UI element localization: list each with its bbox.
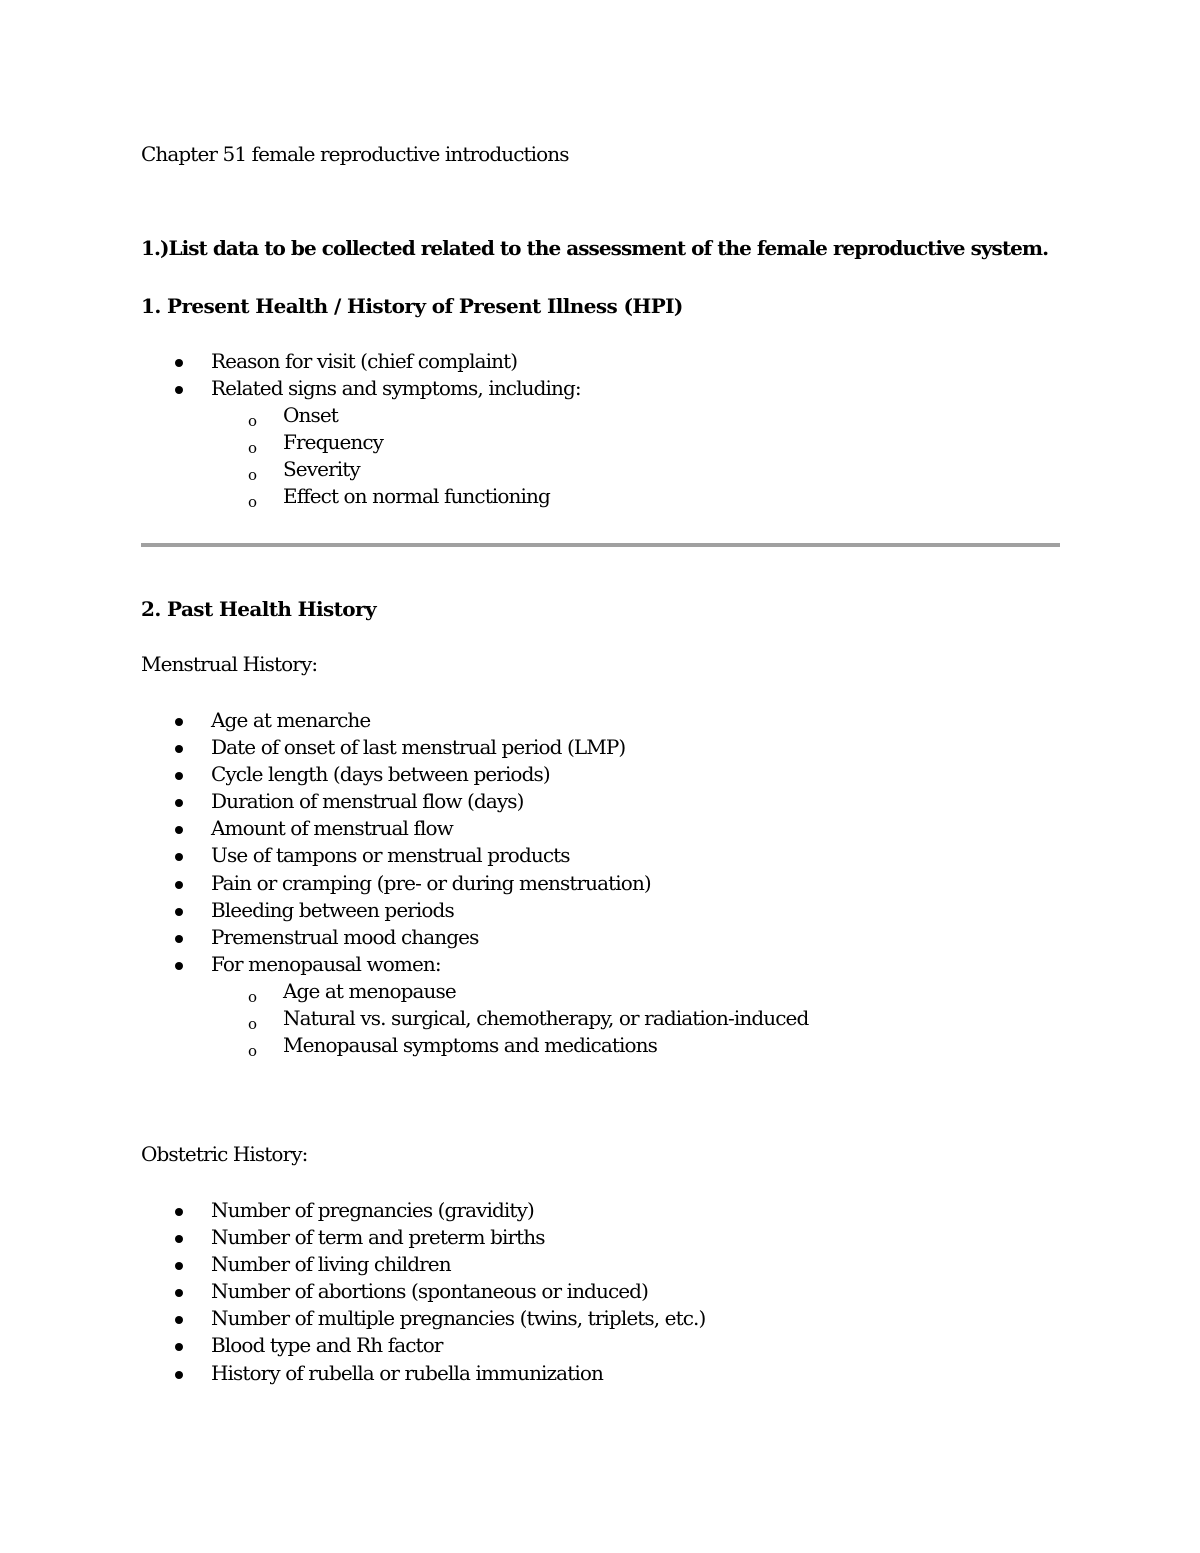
list-item bbox=[141, 707, 651, 734]
bullet-icon bbox=[175, 826, 183, 834]
list-item-text: Number of living children bbox=[211, 1252, 451, 1277]
bullet-icon bbox=[175, 1371, 183, 1379]
list-item-text: Date of onset of last menstrual period (LMP) bbox=[211, 735, 626, 760]
bullet-icon bbox=[175, 1235, 183, 1243]
list-item bbox=[141, 897, 651, 924]
list-item bbox=[141, 761, 651, 788]
list-item-text: Premenstrual mood changes bbox=[211, 924, 479, 949]
bullet-icon bbox=[175, 1316, 183, 1324]
sublist-item bbox=[141, 978, 808, 1005]
list-item bbox=[141, 815, 651, 842]
bullet-icon bbox=[175, 881, 183, 889]
horizontal-divider bbox=[141, 543, 1060, 547]
list-item bbox=[141, 924, 651, 951]
list-item bbox=[141, 1197, 705, 1224]
list-item bbox=[141, 842, 651, 869]
list-item bbox=[141, 375, 581, 402]
list-item bbox=[141, 788, 651, 815]
list-item-text: Reason for visit (chief complaint) bbox=[211, 349, 518, 373]
circle-bullet-icon: o bbox=[248, 1015, 258, 1034]
list-item bbox=[141, 870, 651, 897]
circle-bullet-icon: o bbox=[248, 412, 258, 430]
list-item-text: Number of term and preterm births bbox=[211, 1225, 545, 1250]
sublist-item-text: Menopausal symptoms and medications bbox=[283, 1033, 657, 1058]
circle-bullet-icon: o bbox=[248, 1042, 258, 1061]
document-title: Chapter 51 female reproductive introductions bbox=[141, 142, 569, 166]
list-item-text: History of rubella or rubella immunization bbox=[211, 1360, 603, 1385]
list-item bbox=[141, 1305, 705, 1332]
bullet-icon bbox=[175, 359, 183, 367]
section-heading-present-health: 1. Present Health / History of Present Illness (HPI) bbox=[141, 294, 683, 318]
sublist-item bbox=[141, 1005, 808, 1032]
circle-bullet-icon: o bbox=[248, 493, 258, 512]
menopause-sublist bbox=[141, 978, 808, 1059]
sublist-item bbox=[141, 1032, 808, 1059]
list-item bbox=[141, 1360, 705, 1387]
bullet-icon bbox=[175, 962, 183, 970]
list-item bbox=[141, 348, 581, 375]
list-item-text: Amount of menstrual flow bbox=[211, 816, 453, 841]
circle-bullet-icon: o bbox=[248, 466, 258, 485]
section-heading-past-health: 2. Past Health History bbox=[141, 597, 376, 621]
list-item-text: For menopausal women: bbox=[211, 951, 441, 976]
circle-bullet-icon: o bbox=[248, 439, 258, 458]
bullet-icon bbox=[175, 718, 183, 726]
list-item-text: Cycle length (days between periods) bbox=[211, 762, 550, 787]
bullet-icon bbox=[175, 772, 183, 780]
bullet-icon bbox=[175, 935, 183, 943]
sublist-item-text: Onset bbox=[283, 403, 338, 427]
list-item bbox=[141, 951, 651, 978]
obstetric-history-label: Obstetric History: bbox=[141, 1142, 308, 1166]
list-item-text: Use of tampons or menstrual products bbox=[211, 843, 570, 868]
sublist-item-text: Frequency bbox=[283, 430, 384, 455]
symptoms-sublist bbox=[141, 402, 550, 510]
list-item bbox=[141, 1332, 705, 1359]
bullet-icon bbox=[175, 1343, 183, 1351]
list-item bbox=[141, 1224, 705, 1251]
list-item-text: Age at menarche bbox=[211, 708, 371, 732]
bullet-icon bbox=[175, 1289, 183, 1297]
obstetric-history-list bbox=[141, 1197, 705, 1387]
list-item-text: Bleeding between periods bbox=[211, 897, 454, 922]
present-health-list bbox=[141, 348, 581, 402]
list-item-text: Number of abortions (spontaneous or induced) bbox=[211, 1279, 648, 1304]
list-item-text: Number of pregnancies (gravidity) bbox=[211, 1198, 534, 1222]
list-item-text: Number of multiple pregnancies (twins, triplets, etc.) bbox=[211, 1306, 706, 1331]
list-item bbox=[141, 1278, 705, 1305]
menstrual-history-label: Menstrual History: bbox=[141, 652, 318, 676]
list-item bbox=[141, 734, 651, 761]
sublist-item-text: Effect on normal functioning bbox=[283, 484, 550, 509]
question-heading: 1.)List data to be collected related to the assessment of the female reproductive system. bbox=[141, 236, 1049, 260]
bullet-icon bbox=[175, 745, 183, 753]
sublist-item bbox=[141, 483, 550, 510]
list-item-text: Blood type and Rh factor bbox=[211, 1333, 443, 1358]
list-item-text: Related signs and symptoms, including: bbox=[211, 376, 581, 401]
bullet-icon bbox=[175, 1262, 183, 1270]
bullet-icon bbox=[175, 386, 183, 394]
sublist-item bbox=[141, 429, 550, 456]
list-item bbox=[141, 1251, 705, 1278]
bullet-icon bbox=[175, 1208, 183, 1216]
sublist-item-text: Natural vs. surgical, chemotherapy, or radiation-induced bbox=[283, 1006, 809, 1031]
bullet-icon bbox=[175, 799, 183, 807]
list-item-text: Pain or cramping (pre- or during menstruation) bbox=[211, 870, 651, 895]
circle-bullet-icon: o bbox=[248, 988, 258, 1006]
sublist-item bbox=[141, 456, 550, 483]
bullet-icon bbox=[175, 853, 183, 861]
sublist-item-text: Age at menopause bbox=[283, 979, 456, 1003]
sublist-item-text: Severity bbox=[283, 457, 360, 482]
menstrual-history-list bbox=[141, 707, 651, 978]
bullet-icon bbox=[175, 908, 183, 916]
sublist-item bbox=[141, 402, 550, 429]
list-item-text: Duration of menstrual flow (days) bbox=[211, 789, 524, 814]
